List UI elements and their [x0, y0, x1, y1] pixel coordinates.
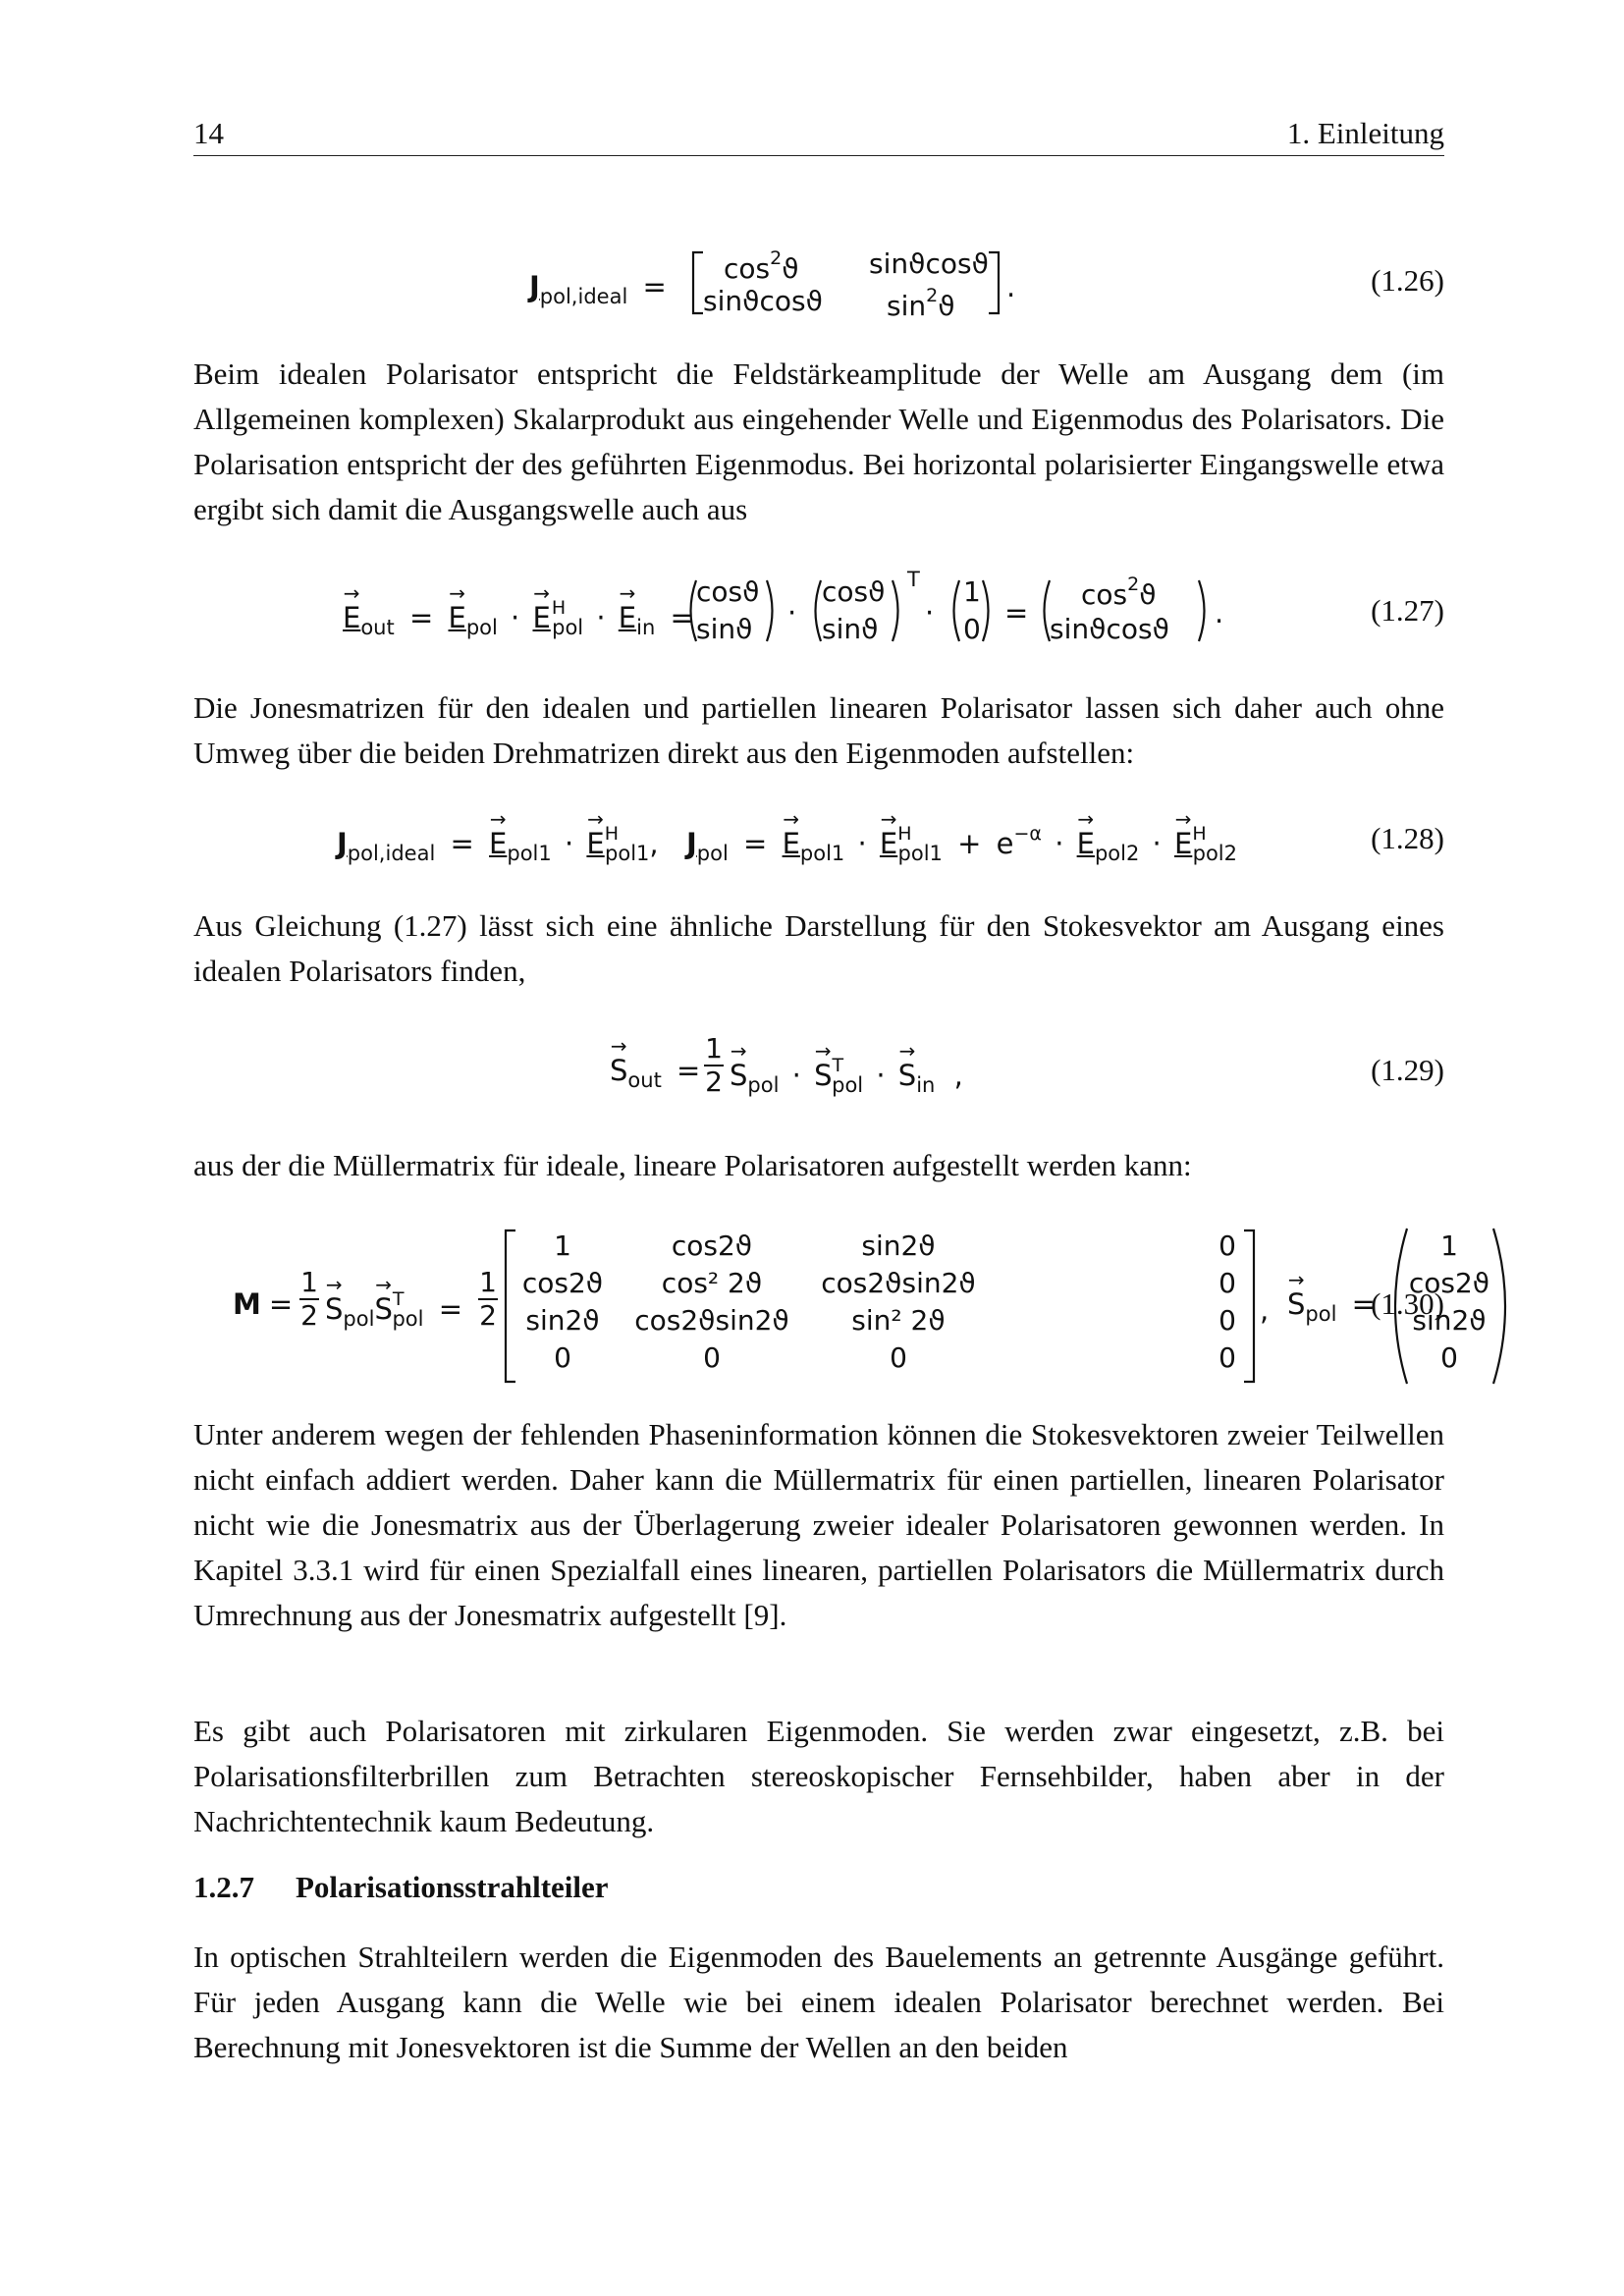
eq127-v2-lparen [809, 579, 823, 642]
eq127-v1-top: cosϑ [696, 575, 760, 608]
eq130-comma: , [1260, 1293, 1270, 1327]
eq127-v3-bottom: 0 [963, 613, 981, 645]
matrix-cell: 1 [554, 1230, 571, 1262]
equation-1-30 [193, 1226, 1490, 1387]
matrix-cell: sin2ϑ [861, 1230, 936, 1262]
eq126-number: (1.26) [1371, 263, 1444, 298]
section-number: 1.2.7 [193, 1870, 254, 1904]
matrix-cell: cos2ϑsin2ϑ [821, 1267, 976, 1299]
vector-cell: 0 [1440, 1341, 1458, 1374]
eq127-eq: = [1004, 596, 1029, 629]
equation-1-27 [193, 570, 1444, 658]
eq129-rhs: → $S_{pol}$ · → $S^T_{pol}$ · → $S_{in}$ , [730, 1057, 963, 1096]
paragraph-1: Beim idealen Polarisator entspricht die Feldstärkeamplitude der Welle am Ausgang dem (im Allgemeinen komplexen) Skalarprodukt aus eingehender Welle und Eigenmodus des Polarisators. Die Polarisation entspricht der des geführten Eigenmodus. Bei horizontal polarisierter Eingangswelle etwa ergibt sich damit die Ausgangswelle auch aus [193, 356, 1444, 526]
matrix-cell: 0 [890, 1341, 907, 1374]
matrix-cell: cos² 2ϑ [661, 1267, 763, 1299]
eq127-dot-1: · [787, 596, 797, 629]
eq128-ideal: $J_{pol,ideal}$ = → $E_{pol1}$ · → $E^H_{pol1}$, [337, 825, 659, 864]
paragraph-7: In optischen Strahlteilern werden die Eigenmoden des Bauelements an getrennte Ausgänge geführt. Für jeden Ausgang kann die Welle wie bei einem idealen Polarisator berechnet werden. Bei Berechnung mit Jonesvektoren ist die Summe der Wellen an den beiden [193, 1940, 1444, 2064]
equation-1-28 [193, 811, 1444, 870]
running-head [193, 116, 1444, 156]
page-number: 14 [193, 116, 224, 150]
eq126-m21: sinϑcosϑ [703, 285, 823, 317]
matrix-cell: 0 [1218, 1341, 1236, 1374]
vector-cell: cos2ϑ [1408, 1267, 1490, 1299]
matrix-cell: cos2ϑ [671, 1230, 753, 1262]
eq130-m: M = [233, 1287, 294, 1321]
equation-1-26 [193, 244, 1444, 322]
section-heading [193, 1870, 609, 1905]
eq129-lhs: → $S_{out}$ = [610, 1057, 700, 1091]
eq129-number: (1.29) [1371, 1053, 1444, 1087]
eq127-r-bottom: sinϑcosϑ [1050, 613, 1169, 645]
eq127-r-top: $\cos^2ϑ$ [1081, 574, 1157, 611]
eq127-v3-rparen [981, 579, 995, 642]
paragraph-2: Die Jonesmatrizen für den idealen und partiellen linearen Polarisator lassen sich daher auch ohne Umweg über die beiden Drehmatrizen direkt aus den Eigenmoden aufstellen: [193, 690, 1444, 770]
eq127-lhs: → $E_{out}$ = → $E_{pol}$ · → $E^H_{pol}$ · → $E_{in}$ = [343, 599, 694, 638]
eq127-transpose: T [907, 568, 920, 591]
paragraph-4: aus der die Müllermatrix für ideale, lineare Polarisatoren aufgestellt werden kann: [193, 1148, 1192, 1182]
eq126-end: . [1006, 270, 1016, 303]
matrix-cell: cos2ϑsin2ϑ [634, 1304, 789, 1337]
chapter-title: 1. Einleitung [1286, 116, 1444, 150]
eq127-r-rparen [1197, 579, 1211, 642]
paragraph-5: Unter anderem wegen der fehlenden Phaseninformation können die Stokesvektoren zweier Teilwellen nicht einfach addiert werden. Daher kann die Müllermatrix für einen partiellen, linearen Polarisator nicht wie die Jonesmatrix aus der Überlagerung zweier idealer Polarisatoren gewonnen werden. In Kapitel 3.3.1 wird für einen Spezialfall eines linearen, partiellen Polarisators die Müllermatrix durch Umrechnung aus der Jonesmatrix aufgestellt [9]. [193, 1417, 1444, 1632]
section-title: Polarisationsstrahlteiler [296, 1870, 609, 1904]
paragraph-6: Es gibt auch Polarisatoren mit zirkularen Eigenmoden. Sie werden zwar eingesetzt, z.B. bei Polarisationsfilterbrillen zum Betrachten stereoskopischer Fernsehbilder, haben aber in der Nachrichtentechnik kaum Bedeutung. [193, 1714, 1444, 1838]
eq130-matrix-rbracket [1242, 1230, 1256, 1383]
matrix-cell: 0 [1218, 1304, 1236, 1337]
matrix-cell: 0 [554, 1341, 571, 1374]
eq127-v2-rparen [891, 579, 904, 642]
eq127-number: (1.27) [1371, 593, 1444, 628]
eq130-spol: → $S_{pol}$ = [1287, 1290, 1376, 1325]
eq130-matrix [515, 1226, 1248, 1387]
matrix-cell: sin2ϑ [525, 1304, 600, 1337]
eq127-v3-lparen [947, 579, 961, 642]
eq126-m11: $\cos^2ϑ$ [724, 247, 799, 285]
eq127-v1-bottom: sinϑ [696, 613, 753, 645]
eq126-m12: sinϑcosϑ [869, 247, 989, 280]
eq129-fraction: 1 2 [705, 1032, 723, 1098]
eq127-v2-top: cosϑ [822, 575, 886, 608]
paragraph-3: Aus Gleichung (1.27) lässt sich eine ähnliche Darstellung für den Stokesvektor am Ausgang eines idealen Polarisators finden, [193, 908, 1444, 988]
eq126-lhs: $J_{pol,ideal}$ = [529, 270, 667, 308]
eq130-vector-rparen [1491, 1228, 1513, 1385]
eq126-m22: $\sin^2ϑ$ [887, 285, 955, 322]
eq127-v3-top: 1 [963, 575, 981, 608]
vector-cell: 1 [1440, 1230, 1458, 1262]
eq127-dot-2: · [925, 596, 935, 629]
eq128-partial: $J_{pol}$ = → $E_{pol1}$ · → $E^H_{pol1} + e^{-\alpha}$ · → $E_{pol2}$ · → $E^H_{pol2}$ [686, 825, 1237, 864]
eq126-right-bracket [987, 251, 1001, 314]
eq127-v1-rparen [765, 579, 779, 642]
eq127-end: . [1215, 596, 1224, 629]
matrix-cell: 0 [1218, 1230, 1236, 1262]
matrix-cell: 0 [703, 1341, 721, 1374]
eq130-spst: → $S_{pol}\to S^T_{pol}$ = [325, 1290, 462, 1330]
eq127-v2-bottom: sinϑ [822, 613, 879, 645]
equation-1-29 [193, 1027, 1444, 1106]
eq130-fraction-1: 1 2 [300, 1266, 318, 1332]
matrix-cell: 0 [1218, 1267, 1236, 1299]
vector-cell: sin2ϑ [1412, 1304, 1487, 1337]
eq128-number: (1.28) [1371, 821, 1444, 855]
matrix-cell: sin² 2ϑ [851, 1304, 946, 1337]
eq130-number: (1.30) [1371, 1286, 1444, 1321]
matrix-cell: cos2ϑ [521, 1267, 604, 1299]
eq130-fraction-2: 1 2 [479, 1266, 497, 1332]
